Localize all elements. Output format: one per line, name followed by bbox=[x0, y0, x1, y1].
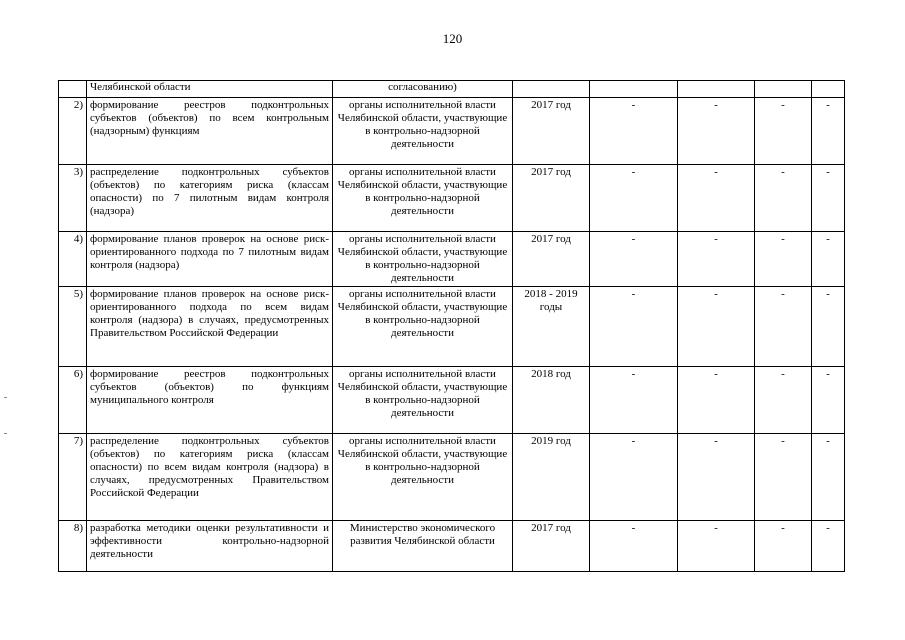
value-cell bbox=[590, 81, 678, 98]
activity-cell: формирование планов проверок на основе риск-ориентированного подхода по 7 пилотным видам контроля (надзора) bbox=[87, 232, 333, 287]
term-cell bbox=[513, 81, 590, 98]
measures-table bbox=[58, 80, 845, 572]
value-cell: - bbox=[755, 165, 812, 232]
value-cell: - bbox=[812, 367, 845, 434]
value-cell: - bbox=[812, 165, 845, 232]
value-cell: - bbox=[678, 98, 755, 165]
value-cell: - bbox=[678, 367, 755, 434]
value-cell: - bbox=[755, 434, 812, 521]
table-row bbox=[59, 287, 845, 367]
executor-cell: органы исполнительной власти Челябинской области, участвующие в контрольно-надзорной деятельности bbox=[333, 287, 513, 367]
term-cell: 2017 год bbox=[513, 165, 590, 232]
page-number: 120 bbox=[442, 31, 463, 46]
row-number: 6) bbox=[59, 367, 87, 434]
activity-cell: формирование планов проверок на основе риск-ориентированного подхода по всем видам контроля (надзора) в случаях, предусмотренных Правительством Российской Федерации bbox=[87, 287, 333, 367]
value-cell: - bbox=[678, 434, 755, 521]
value-cell bbox=[755, 81, 812, 98]
activity-cell: Челябинской области bbox=[87, 81, 333, 98]
value-cell: - bbox=[590, 434, 678, 521]
executor-cell: органы исполнительной власти Челябинской области, участвующие в контрольно-надзорной деятельности bbox=[333, 232, 513, 287]
value-cell: - bbox=[590, 367, 678, 434]
value-cell: - bbox=[678, 165, 755, 232]
value-cell bbox=[812, 81, 845, 98]
table-row-continued bbox=[59, 81, 845, 98]
value-cell: - bbox=[678, 287, 755, 367]
row-number: 3) bbox=[59, 165, 87, 232]
table-row bbox=[59, 98, 845, 165]
value-cell: - bbox=[590, 232, 678, 287]
value-cell: - bbox=[755, 98, 812, 165]
value-cell: - bbox=[755, 367, 812, 434]
executor-cell: согласованию) bbox=[333, 81, 513, 98]
margin-scan-mark bbox=[4, 397, 7, 398]
value-cell: - bbox=[812, 232, 845, 287]
executor-cell: органы исполнительной власти Челябинской области, участвующие в контрольно-надзорной деятельности bbox=[333, 165, 513, 232]
activity-cell: распределение подконтрольных субъектов (объектов) по категориям риска (классам опасности) по всем видам контроля (надзора) в случаях, предусмотренных Правительством Российской Федерации bbox=[87, 434, 333, 521]
row-number: 4) bbox=[59, 232, 87, 287]
table-row bbox=[59, 232, 845, 287]
value-cell: - bbox=[755, 521, 812, 572]
executor-cell: органы исполнительной власти Челябинской области, участвующие в контрольно-надзорной деятельности bbox=[333, 98, 513, 165]
value-cell: - bbox=[812, 434, 845, 521]
row-number: 7) bbox=[59, 434, 87, 521]
value-cell: - bbox=[812, 98, 845, 165]
margin-scan-mark bbox=[4, 433, 7, 434]
row-number: 8) bbox=[59, 521, 87, 572]
term-cell: 2018 год bbox=[513, 367, 590, 434]
table-row bbox=[59, 434, 845, 521]
row-number: 5) bbox=[59, 287, 87, 367]
value-cell bbox=[678, 81, 755, 98]
executor-cell: Министерство экономического развития Челябинской области bbox=[333, 521, 513, 572]
value-cell: - bbox=[678, 232, 755, 287]
value-cell: - bbox=[755, 232, 812, 287]
row-number: 2) bbox=[59, 98, 87, 165]
value-cell: - bbox=[590, 287, 678, 367]
activity-cell: формирование реестров подконтрольных субъектов (объектов) по функциям муниципального контроля bbox=[87, 367, 333, 434]
activity-cell: разработка методики оценки результативности и эффективности контрольно-надзорной деятельности bbox=[87, 521, 333, 572]
table-row bbox=[59, 521, 845, 572]
value-cell: - bbox=[812, 521, 845, 572]
value-cell: - bbox=[812, 287, 845, 367]
activity-cell: формирование реестров подконтрольных субъектов (объектов) по всем контрольным (надзорным) функциям bbox=[87, 98, 333, 165]
activity-cell: распределение подконтрольных субъектов (объектов) по категориям риска (классам опасности) по 7 пилотным видам контроля (надзора) bbox=[87, 165, 333, 232]
term-cell: 2018 - 2019 годы bbox=[513, 287, 590, 367]
value-cell: - bbox=[590, 521, 678, 572]
value-cell: - bbox=[590, 98, 678, 165]
term-cell: 2017 год bbox=[513, 232, 590, 287]
executor-cell: органы исполнительной власти Челябинской области, участвующие в контрольно-надзорной деятельности bbox=[333, 367, 513, 434]
table-row bbox=[59, 165, 845, 232]
term-cell: 2019 год bbox=[513, 434, 590, 521]
value-cell: - bbox=[590, 165, 678, 232]
value-cell: - bbox=[678, 521, 755, 572]
term-cell: 2017 год bbox=[513, 98, 590, 165]
value-cell: - bbox=[755, 287, 812, 367]
term-cell: 2017 год bbox=[513, 521, 590, 572]
executor-cell: органы исполнительной власти Челябинской области, участвующие в контрольно-надзорной деятельности bbox=[333, 434, 513, 521]
row-number bbox=[59, 81, 87, 98]
table-row bbox=[59, 367, 845, 434]
